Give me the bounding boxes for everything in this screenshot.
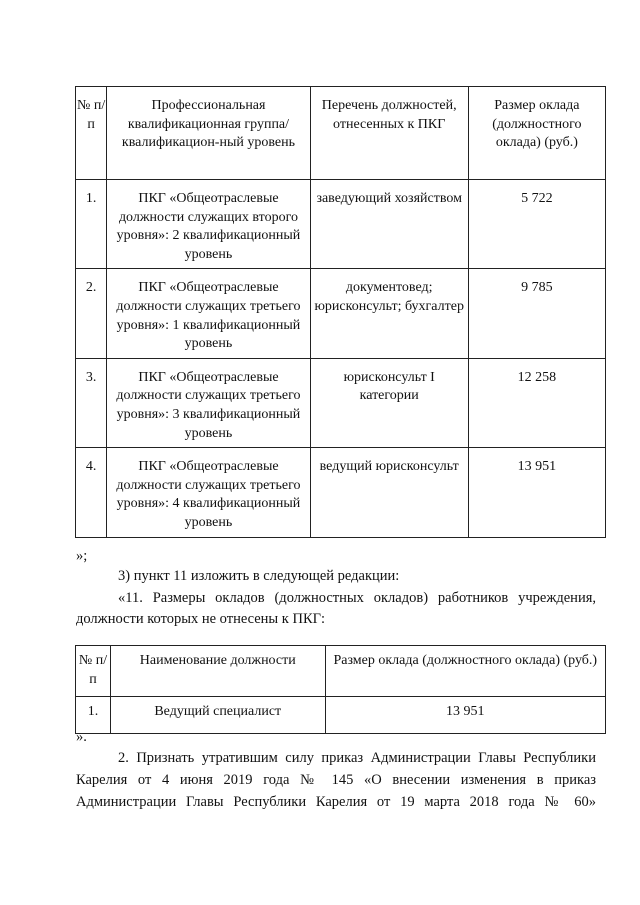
paragraph-11-line-2: должности которых не отнесены к ПКГ: [76,611,326,627]
row-number: 4. [76,448,107,537]
row-number: 2. [76,269,107,358]
table-row [76,269,606,358]
paragraph-11-line-1: «11. Размеры окладов (должностных окладов) работников учреждения, [118,590,596,606]
row-positions: заведующий хозяйством [310,180,468,269]
row-salary: 9 785 [468,269,605,358]
row-group: ПКГ «Общеотраслевые должности служащих второго уровня»: 2 квалификационный уровень [107,180,310,269]
point-2-line-2: Карелия от 4 июня 2019 года № 145 «О внесении изменения в приказ [76,772,596,788]
table-row [76,697,606,734]
row-salary: 13 951 [468,448,605,537]
row-position-name: Ведущий специалист [110,697,325,734]
row-number: 1. [76,697,111,734]
table-row [76,180,606,269]
table-row [76,448,606,537]
row-group: ПКГ «Общеотраслевые должности служащих третьего уровня»: 3 квалификационный уровень [107,358,310,447]
table-header-row [76,87,606,180]
table-row [76,358,606,447]
row-group: ПКГ «Общеотраслевые должности служащих третьего уровня»: 4 квалификационный уровень [107,448,310,537]
header-number: № п/п [76,87,107,180]
header-group: Профессиональная квалификационная группа/квалификацион-ный уровень [107,87,310,180]
row-salary: 5 722 [468,180,605,269]
salary-table-other [75,645,606,734]
row-number: 3. [76,358,107,447]
table-header-row [76,646,606,697]
salary-table-pkg [75,86,606,538]
point-2-line-1: 2. Признать утратившим силу приказ Администрации Главы Республики [118,750,596,766]
point-2-line-3: Администрации Главы Республики Карелия от 19 марта 2018 года № 60» [76,794,596,810]
closing-quote-1: »; [76,548,88,564]
header-salary: Размер оклада (должностного оклада) (руб.) [325,646,605,697]
row-number: 1. [76,180,107,269]
row-salary: 12 258 [468,358,605,447]
row-positions: юрисконсульт I категории [310,358,468,447]
row-group: ПКГ «Общеотраслевые должности служащих третьего уровня»: 1 квалификационный уровень [107,269,310,358]
item-3-text: 3) пункт 11 изложить в следующей редакции: [118,568,400,584]
header-positions: Перечень должностей, отнесенных к ПКГ [310,87,468,180]
row-positions: ведущий юрисконсульт [310,448,468,537]
header-number: № п/п [76,646,111,697]
header-position-name: Наименование должности [110,646,325,697]
header-salary: Размер оклада (должностного оклада) (руб.) [468,87,605,180]
closing-quote-2: ». [76,729,87,745]
row-salary: 13 951 [325,697,605,734]
row-positions: документовед; юрисконсульт; бухгалтер [310,269,468,358]
